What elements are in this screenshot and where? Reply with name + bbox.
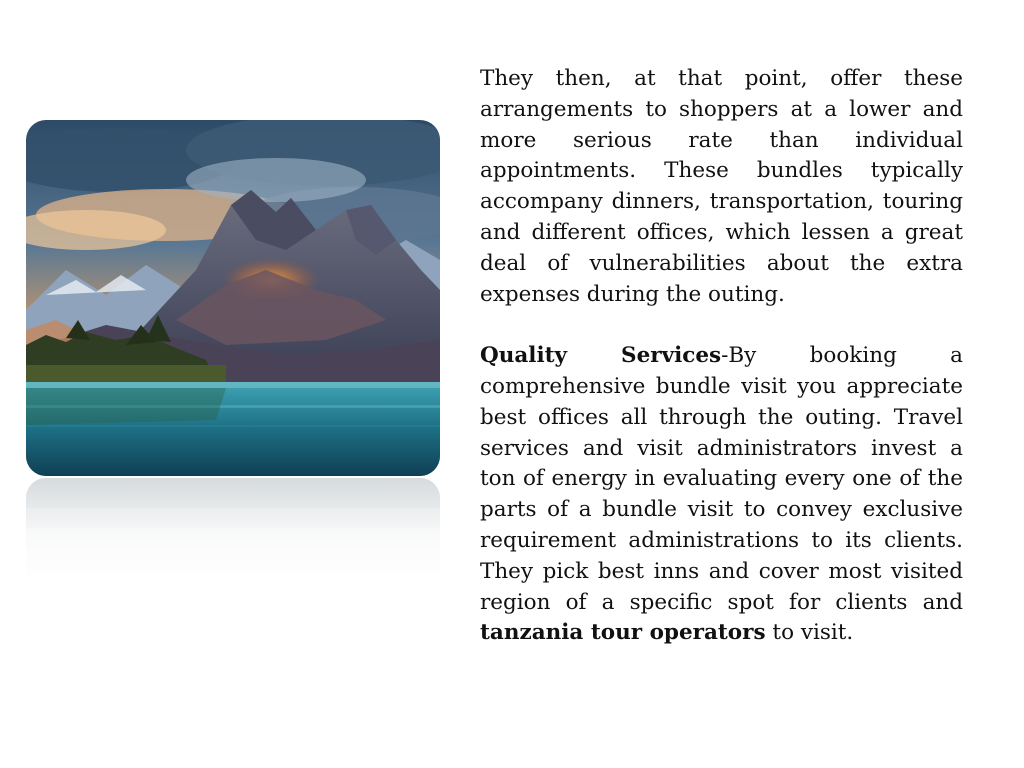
photo-reflection: [26, 478, 440, 578]
paragraph-2-tail: to visit.: [765, 620, 854, 646]
reflection-fade: [26, 478, 440, 578]
paragraph-1: They then, at that point, offer these arrangements to shoppers at a lower and more serious rate than individual appointments. These bundles typically accompany dinners, transportation, touring and different offices, which lessen a great deal of vulnerabilities about the extra expenses during the outing.: [480, 66, 963, 307]
mountain-lake-image: [26, 120, 440, 476]
body-text: [480, 64, 963, 649]
quality-services-heading: Quality Services: [480, 343, 722, 369]
landscape-photo: [26, 120, 440, 476]
paragraph-2: [480, 341, 963, 649]
heading-separator: -: [721, 343, 729, 369]
tanzania-tour-operators-link[interactable]: tanzania tour operators: [480, 620, 766, 646]
paragraph-2-body: By booking a comprehensive bundle visit you appreciate best offices all through the outing. Travel services and visit administrators invest a ton of energy in evaluating every one of the parts of a bundle visit to convey exclusive requirement administrations to its clients. They pick best inns and cover most visited region of a specific spot for clients and: [480, 343, 963, 615]
